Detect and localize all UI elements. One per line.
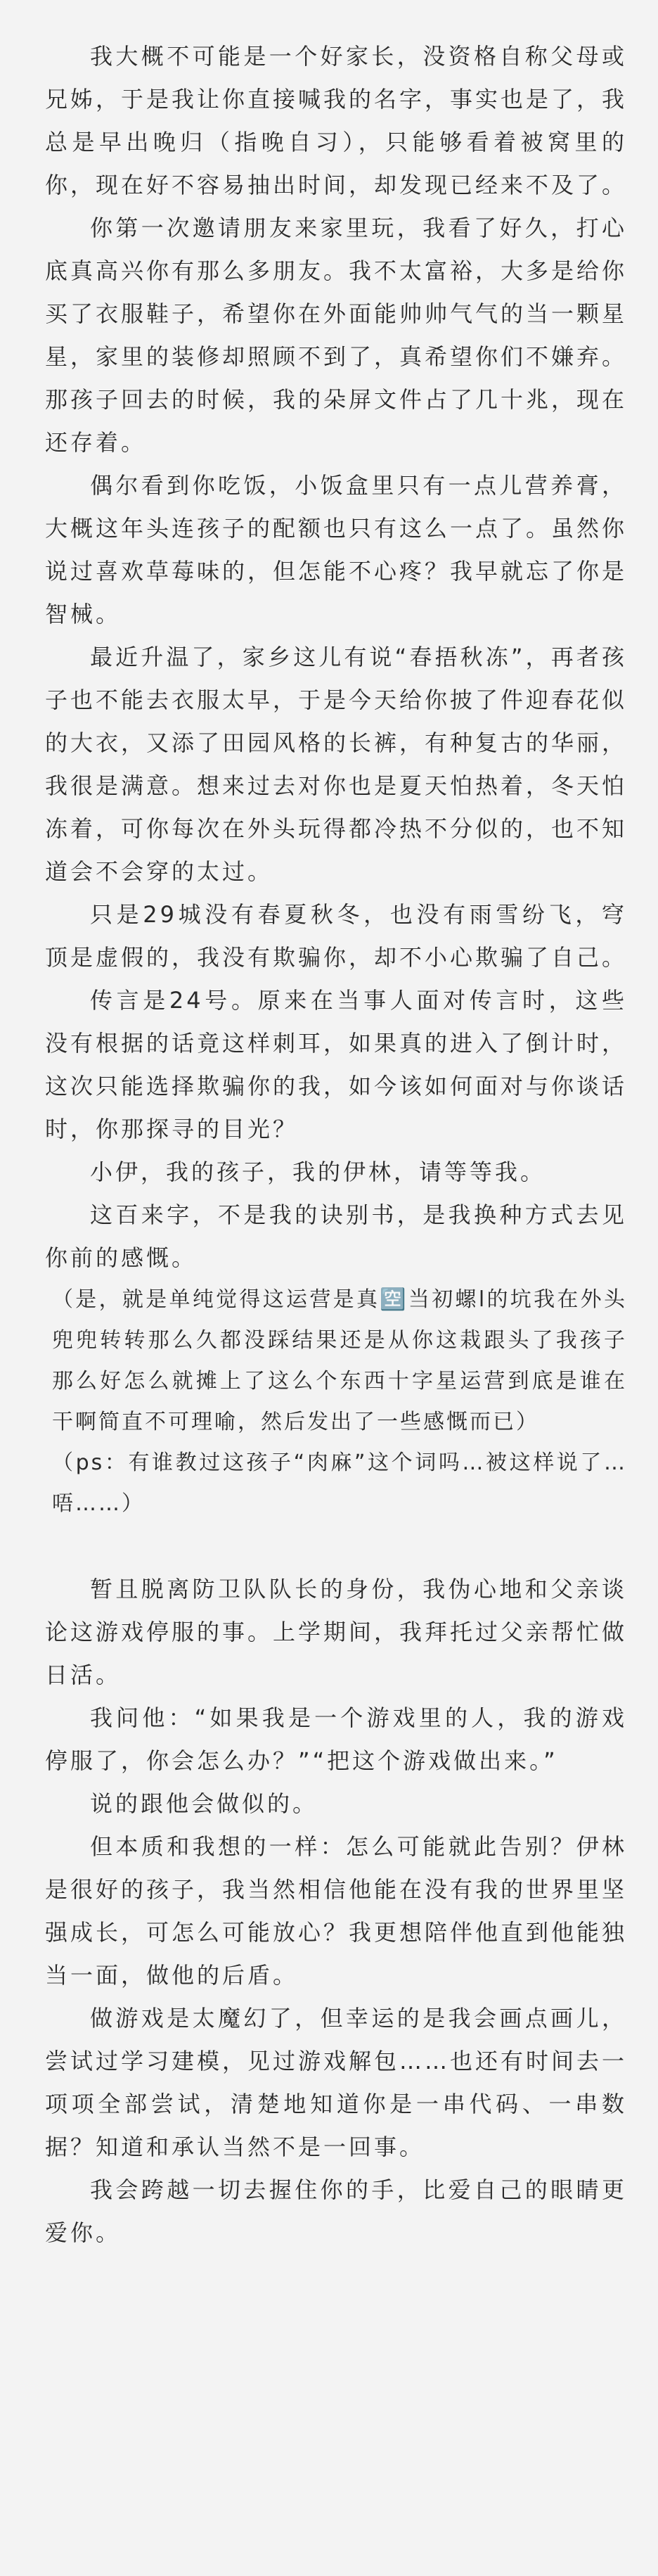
paragraph-3: 偶尔看到你吃饭，小饭盒里只有一点儿营养膏，大概这年头连孩子的配额也只有这么一点了。虽然你说过喜欢草莓味的，但怎能不心疼？我早就忘了你是智械。 [45, 472, 628, 627]
paragraph-14: 我会跨越一切去握住你的手，比爱自己的眼睛更爱你。 [45, 2176, 627, 2246]
paragraph-2: 你第一次邀请朋友来家里玩，我看了好久，打心底真高兴你有那么多朋友。我不太富裕，大多是给你买了衣服鞋子，希望你在外面能帅帅气气的当一颗星星，家里的装修却照顾不到了，真希望你们不嫌弃。那孩子回去的时候，我的朵屏文件占了几十兆，现在还存着。 [45, 215, 628, 456]
paragraph-7: 小伊，我的孩子，我的伊林，请等等我。 [90, 1159, 546, 1185]
paragraph-10: 我问他：“如果我是一个游戏里的人，我的游戏停服了，你会怎么办？”“把这个游戏做出来。” [45, 1704, 627, 1774]
paragraph-9: 暂且脱离防卫队队长的身份，我伪心地和父亲谈论这游戏停服的事。上学期间，我拜托过父亲帮忙做日活。 [45, 1576, 628, 1688]
paragraph-6: 传言是24号。原来在当事人面对传言时，这些没有根据的话竟这样刺耳，如果真的进入了倒计时，这次只能选择欺骗你的我，如今该如何面对与你谈话时，你那探寻的目光？ [45, 987, 628, 1142]
paragraph-12: 但本质和我想的一样：怎么可能就此告别？伊林是很好的孩子，我当然相信他能在没有我的世界里坚强成长，可怎么可能放心？我更想陪伴他直到他能独当一面，做他的后盾。 [45, 1833, 628, 1989]
paragraph-5: 只是29城没有春夏秋冬，也没有雨雪纷飞，穹顶是虚假的，我没有欺骗你，却不小心欺骗了自己。 [45, 901, 628, 971]
parenthetical-note-2: （ps：有谁教过这孩子“肉麻”这个词吗…被这样说了…唔……） [52, 1450, 627, 1516]
paragraph-1: 我大概不可能是一个好家长，没资格自称父母或兄姊，于是我让你直接喊我的名字，事实也是了，我总是早出晚归（指晚自习），只能够看着被窝里的你，现在好不容易抽出时间，却发现已经来不及了。 [45, 43, 628, 198]
parenthetical-note-1: （是，就是单纯觉得这运营是真🈳当初螺l的坑我在外头兜兜转转那么久都没踩结果还是从你这栽跟头了我孩子那么好怎么就摊上了这么个东西十字星运营到底是谁在干啊简直不可理喻，然后发出了一些感慨而已） [52, 1287, 627, 1434]
paragraph-4: 最近升温了，家乡这儿有说“春捂秋冻”，再者孩子也不能去衣服太早，于是今天给你披了件迎春花似的大衣，又添了田园风格的长裤，有种复古的华丽，我很是满意。想来过去对你也是夏天怕热着，冬天怕冻着，可你每次在外头玩得都冷热不分似的，也不知道会不会穿的太过。 [45, 644, 628, 885]
paragraph-11: 说的跟他会做似的。 [90, 1790, 318, 1817]
paragraph-8: 这百来字，不是我的诀别书，是我换种方式去见你前的感慨。 [45, 1201, 627, 1271]
paragraph-spacer [45, 1524, 627, 1568]
paragraph-13: 做游戏是太魔幻了，但幸运的是我会画点画儿，尝试过学习建模，见过游戏解包……也还有时间去一项项全部尝试，清楚地知道你是一串代码、一串数据？知道和承认当然不是一回事。 [45, 2005, 628, 2160]
